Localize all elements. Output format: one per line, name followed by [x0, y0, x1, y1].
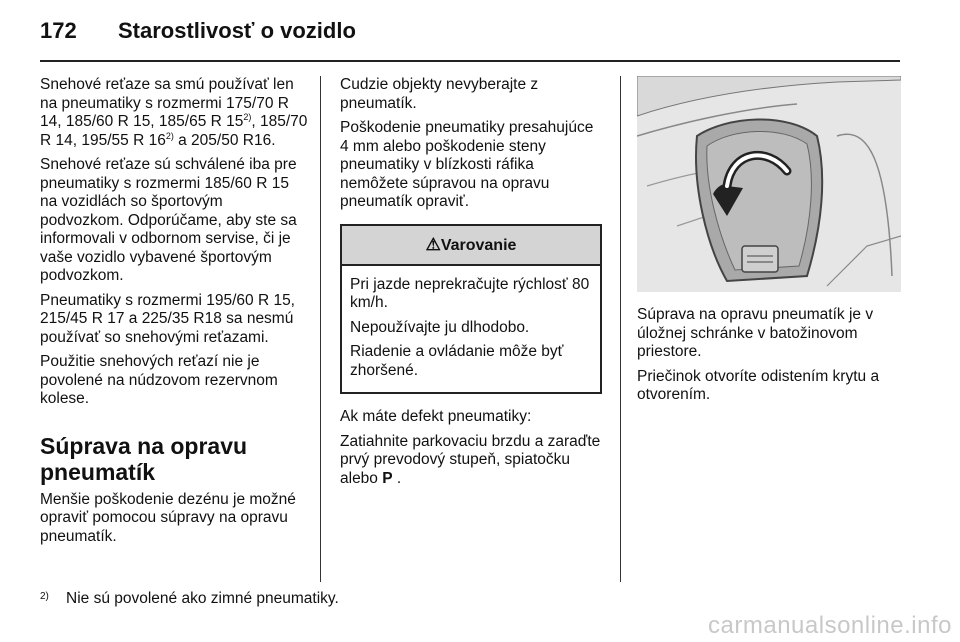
column-right	[637, 76, 902, 411]
page-number: 172	[40, 18, 77, 43]
watermark: carmanualsonline.info	[708, 612, 952, 639]
warning-line: Pri jazde neprekračujte rýchlosť 80 km/h.	[350, 275, 590, 311]
paragraph-open-compartment: Priečinok otvoríte odistením krytu a otvorením.	[637, 367, 880, 403]
column-left	[40, 76, 308, 552]
column-divider	[320, 76, 321, 582]
page-title: Starostlivosť o vozidlo	[118, 18, 356, 43]
section-heading: Súprava na opravu pneumatík	[40, 432, 248, 485]
paragraph-forbidden-sizes: Pneumatiky s rozmermi 195/60 R 15, 215/45 R 17 a 225/35 R18 sa nesmú používať so snehovými reťazami.	[40, 291, 295, 346]
warning-header	[342, 226, 600, 266]
page-header	[40, 18, 356, 48]
column-middle	[340, 76, 602, 494]
footnote-text: Nie sú povolené ako zimné pneumatiky.	[66, 590, 339, 607]
warning-triangle-icon: ⚠	[425, 234, 441, 254]
paragraph-repair-kit-intro: Menšie poškodenie dezénu je možné opraviť pomocou súpravy na opravu pneumatík.	[40, 490, 296, 545]
header-divider	[40, 60, 900, 62]
footnote-ref: 2)	[165, 130, 174, 141]
paragraph-flat-tyre: Ak máte defekt pneumatiky:	[340, 408, 532, 425]
gear-p-label: P	[382, 469, 393, 487]
paragraph-foreign-objects: Cudzie objekty nevyberajte z pneumatík.	[340, 76, 539, 112]
trunk-compartment-illustration	[637, 76, 901, 292]
paragraph-sport-suspension: Snehové reťaze sú schválené iba pre pneumatiky s rozmermi 185/60 R 15 na vozidlách so športovým podvozkom. Odporúčame, aby ste sa informovali v odbornom servise, či je vaše vozidlo vybavené športovým podvozkom.	[40, 156, 297, 284]
latch	[742, 246, 778, 272]
trunk-illustration-svg	[637, 76, 901, 292]
paragraph-parking-brake: Zatiahnite parkovaciu brzdu a zaraďte prvý prevodový stupeň, spiatočku alebo P .	[340, 432, 601, 487]
warning-body	[342, 266, 600, 393]
paragraph-damage-limit: Poškodenie pneumatiky presahujúce 4 mm alebo poškodenie steny pneumatiky v blízkosti ráfika nemôžete súpravou na opravu pneumatík opraviť.	[340, 119, 594, 210]
paragraph-kit-location: Súprava na opravu pneumatík je v úložnej schránke v batožinovom priestore.	[637, 306, 874, 360]
footnote	[40, 590, 339, 608]
footnote-mark: 2)	[40, 591, 49, 602]
warning-title: Varovanie	[440, 236, 517, 254]
warning-line: Riadenie a ovládanie môže byť zhoršené.	[350, 343, 564, 379]
column-divider	[620, 76, 621, 582]
paragraph-snow-chains-sizes: Snehové reťaze sa smú používať len na pneumatiky s rozmermi 175/70 R 14, 185/60 R 15, 185/65 R 15$^{2)}$, 185/70 R 14, 195/55 R 16$^{2)}$ a 205/50 R16.	[40, 76, 308, 149]
warning-box	[340, 224, 602, 395]
paragraph-spare-wheel: Použitie snehových reťazí nie je povolené na núdzovom rezervnom kolese.	[40, 353, 278, 407]
footnote-ref: 2)	[243, 111, 252, 122]
warning-line: Nepoužívajte ju dlhodobo.	[350, 318, 530, 336]
